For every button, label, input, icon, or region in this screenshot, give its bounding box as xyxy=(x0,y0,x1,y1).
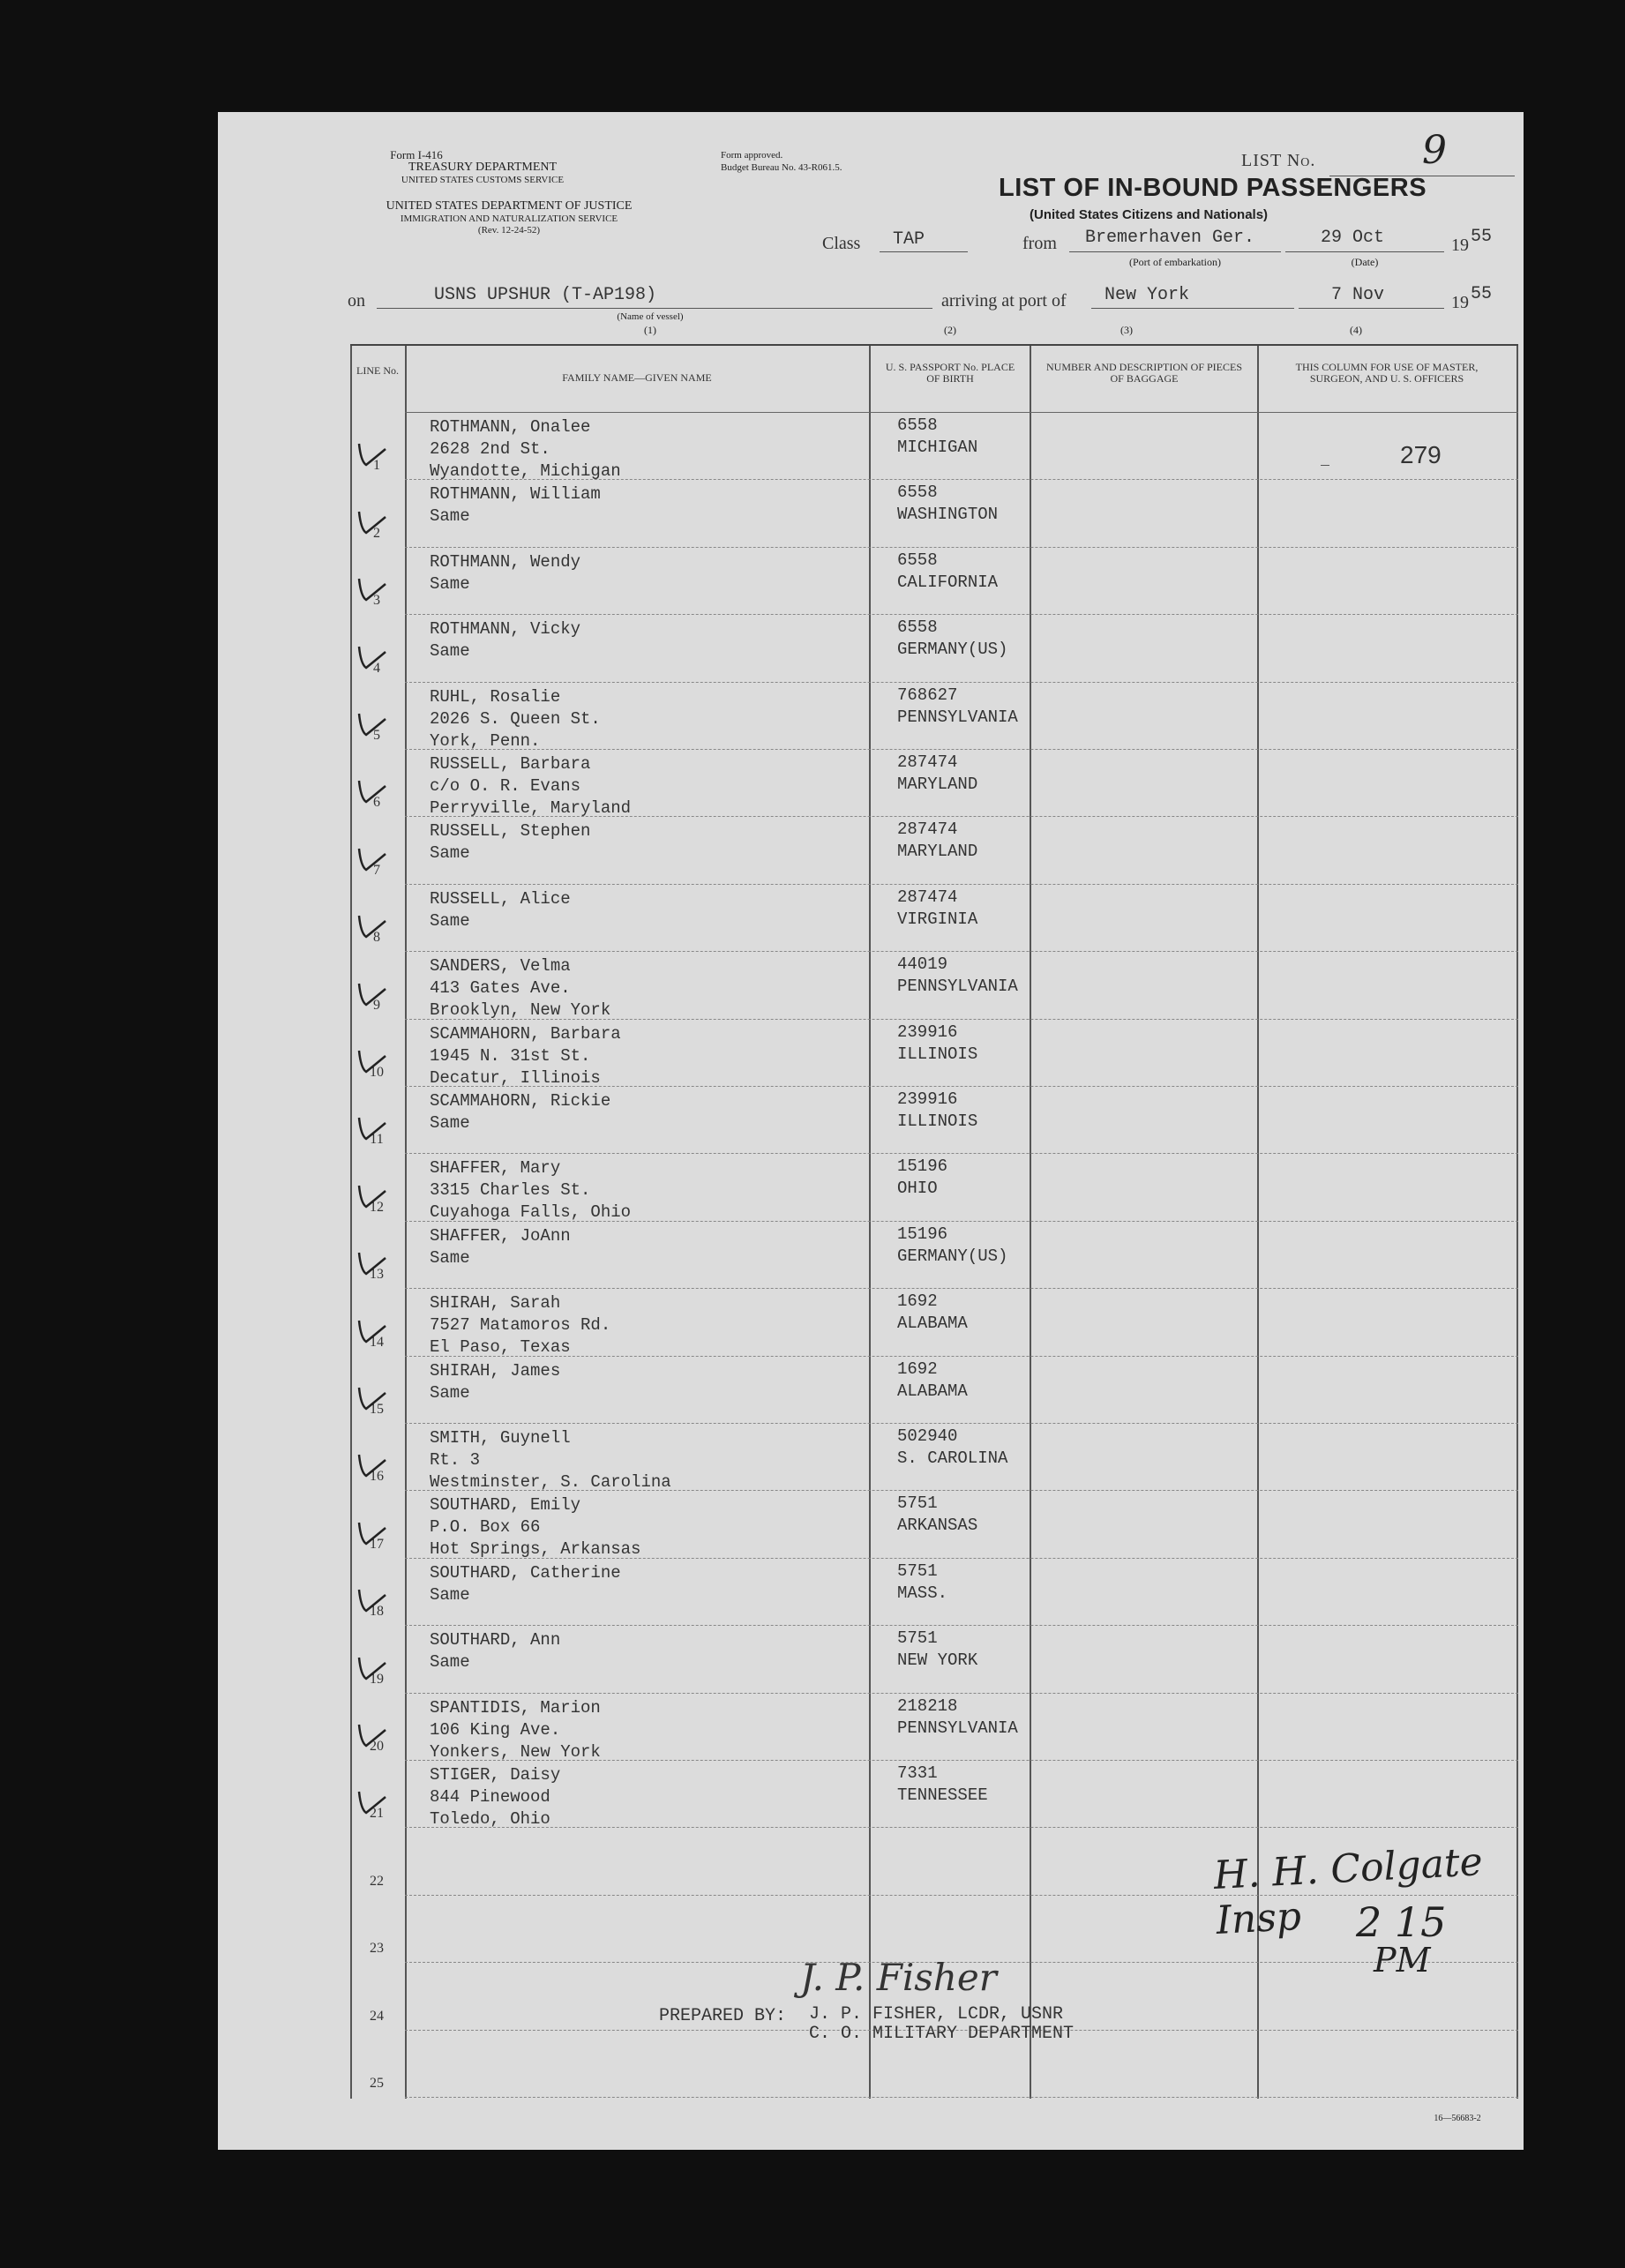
row-number: 8 xyxy=(373,930,380,946)
check-mark-icon xyxy=(352,1716,387,1751)
page-subtitle: (United States Citizens and Nationals) xyxy=(1030,207,1269,222)
row-number: 20 xyxy=(370,1739,384,1754)
arrival-year-prefix: 19 xyxy=(1451,293,1469,312)
check-mark-icon xyxy=(352,1581,387,1616)
col-header-officers: THIS COLUMN FOR USE OF MASTER, SURGEON, AND U. S. OFFICERS xyxy=(1295,361,1479,385)
row-separator xyxy=(405,682,1518,683)
passport-number: 287474 xyxy=(897,820,958,840)
place-of-birth: ALABAMA xyxy=(897,1381,968,1401)
passenger-name: SCAMMAHORN, Rickie xyxy=(430,1091,611,1111)
arriving-label: arriving at port of xyxy=(941,291,1067,311)
check-mark-icon xyxy=(352,907,387,942)
place-of-birth: GERMANY(US) xyxy=(897,640,1008,660)
footer-code: 16—56683-2 xyxy=(1434,2114,1481,2123)
passport-number: 15196 xyxy=(897,1224,948,1244)
passenger-name: RUSSELL, Stephen xyxy=(430,821,591,842)
row-number: 11 xyxy=(370,1132,384,1148)
prepared-signature: J. P. Fisher xyxy=(800,1956,997,1999)
check-mark-icon xyxy=(352,503,387,538)
row-number: 3 xyxy=(373,593,380,609)
passenger-address: Toledo, Ohio xyxy=(430,1809,550,1829)
row-separator xyxy=(405,1423,1518,1424)
passenger-address: York, Penn. xyxy=(430,730,541,751)
passenger-name: SHIRAH, James xyxy=(430,1360,561,1381)
arrival-date: 7 Nov xyxy=(1331,285,1385,305)
row-separator xyxy=(405,1625,1518,1626)
row-number: 16 xyxy=(370,1469,384,1485)
passenger-address: 413 Gates Ave. xyxy=(430,978,571,999)
row-number: 9 xyxy=(373,997,380,1013)
passenger-address: Hot Springs, Arkansas xyxy=(430,1539,641,1560)
passenger-address: Same xyxy=(430,506,470,527)
passenger-address: 1945 N. 31st St. xyxy=(430,1045,591,1066)
on-label: on xyxy=(348,291,365,311)
row-separator xyxy=(405,547,1518,548)
place-of-birth: CALIFORNIA xyxy=(897,572,999,592)
customs-service: UNITED STATES CUSTOMS SERVICE xyxy=(401,175,565,185)
passenger-address: 2628 2nd St. xyxy=(430,439,550,459)
passenger-address: Westminster, S. Carolina xyxy=(430,1472,671,1492)
col-header-name: FAMILY NAME—GIVEN NAME xyxy=(562,371,712,384)
row-number: 22 xyxy=(370,1873,384,1889)
depart-year-prefix: 19 xyxy=(1451,236,1469,255)
passenger-address: Same xyxy=(430,1652,470,1673)
passport-number: 15196 xyxy=(897,1156,948,1177)
place-of-birth: S. CAROLINA xyxy=(897,1448,1008,1468)
departure-date-line xyxy=(1285,251,1444,252)
officer-note: 279 xyxy=(1400,441,1442,468)
row-separator xyxy=(405,951,1518,952)
place-of-birth: NEW YORK xyxy=(897,1650,978,1671)
list-no-value: 9 xyxy=(1422,128,1447,173)
row-number: 14 xyxy=(370,1334,384,1350)
passenger-name: ROTHMANN, Wendy xyxy=(430,551,581,572)
passport-number: 239916 xyxy=(897,1089,958,1109)
passport-number: 5751 xyxy=(897,1628,938,1649)
check-mark-icon xyxy=(352,1244,387,1279)
passenger-address: Perryville, Maryland xyxy=(430,798,632,818)
place-of-birth: ILLINOIS xyxy=(897,1044,978,1064)
check-mark-icon xyxy=(352,1177,387,1212)
check-mark-icon xyxy=(352,1042,387,1077)
page-title: LIST OF IN-BOUND PASSENGERS xyxy=(999,174,1427,202)
port-embark-line xyxy=(1069,251,1281,252)
row-number: 4 xyxy=(373,660,380,676)
treasury-dept: TREASURY DEPARTMENT xyxy=(408,161,558,174)
departure-date: 29 Oct xyxy=(1321,228,1385,248)
passport-number: 5751 xyxy=(897,1561,938,1581)
passenger-address: 844 Pinewood xyxy=(430,1787,550,1807)
row-number: 21 xyxy=(370,1806,384,1822)
passport-number: 6558 xyxy=(897,483,938,503)
passport-number: 768627 xyxy=(897,685,958,705)
passenger-address: Same xyxy=(430,1584,470,1605)
row-separator xyxy=(405,1153,1518,1154)
passport-number: 6558 xyxy=(897,415,938,435)
class-line xyxy=(880,251,968,252)
arrival-port: New York xyxy=(1105,285,1190,305)
divider xyxy=(1257,346,1259,2099)
passenger-address: Brooklyn, New York xyxy=(430,1000,611,1021)
from-label: from xyxy=(1022,234,1057,253)
passenger-address: 2026 S. Queen St. xyxy=(430,708,601,729)
vessel-name: USNS UPSHUR (T-AP198) xyxy=(434,285,657,305)
prepared-by-label: PREPARED BY: xyxy=(659,2006,787,2026)
place-of-birth: MASS. xyxy=(897,1583,948,1603)
row-separator xyxy=(405,1827,1518,1828)
row-separator xyxy=(405,2097,1518,2098)
passenger-name: STIGER, Daisy xyxy=(430,1765,561,1785)
col-header-baggage: NUMBER AND DESCRIPTION OF PIECES OF BAGGAGE xyxy=(1045,361,1243,385)
vessel-caption: (Name of vessel) xyxy=(617,311,684,322)
officer-dash xyxy=(1321,465,1329,466)
passport-number: 6558 xyxy=(897,550,938,570)
passenger-address: Same xyxy=(430,1113,470,1133)
check-mark-icon xyxy=(352,1514,387,1549)
check-mark-icon xyxy=(352,1446,387,1481)
arrival-year: 55 xyxy=(1471,284,1493,304)
passenger-name: RUSSELL, Barbara xyxy=(430,754,591,774)
row-separator xyxy=(405,614,1518,615)
departure-year: 55 xyxy=(1471,227,1493,247)
passenger-name: SOUTHARD, Emily xyxy=(430,1495,581,1516)
place-of-birth: PENNSYLVANIA xyxy=(897,977,1018,997)
passenger-name: ROTHMANN, William xyxy=(430,484,601,505)
passenger-address: Same xyxy=(430,641,470,662)
passenger-name: SHAFFER, Mary xyxy=(430,1158,561,1179)
passport-number: 502940 xyxy=(897,1426,958,1446)
check-mark-icon xyxy=(352,975,387,1010)
place-of-birth: TENNESSEE xyxy=(897,1785,988,1805)
passenger-address: Cuyahoga Falls, Ohio xyxy=(430,1202,632,1223)
check-mark-icon xyxy=(352,570,387,605)
passport-number: 44019 xyxy=(897,954,948,975)
row-number: 17 xyxy=(370,1536,384,1552)
place-of-birth: PENNSYLVANIA xyxy=(897,1718,1018,1738)
passenger-name: SMITH, Guynell xyxy=(430,1428,571,1448)
row-separator xyxy=(405,884,1518,885)
passenger-name: RUHL, Rosalie xyxy=(430,686,561,707)
row-number: 13 xyxy=(370,1267,384,1283)
passport-number: 239916 xyxy=(897,1022,958,1042)
col-1-caption: (1) xyxy=(644,324,656,336)
check-mark-icon xyxy=(352,1783,387,1818)
col-3-caption: (3) xyxy=(1120,324,1133,336)
passenger-name: SOUTHARD, Ann xyxy=(430,1630,561,1650)
check-mark-icon xyxy=(352,435,387,470)
arrival-port-line xyxy=(1091,308,1294,309)
passenger-address: 7527 Matamoros Rd. xyxy=(430,1315,611,1336)
check-mark-icon xyxy=(352,1379,387,1414)
check-mark-icon xyxy=(352,1312,387,1347)
row-separator xyxy=(405,749,1518,750)
col-2-caption: (2) xyxy=(944,324,956,336)
col-4-caption: (4) xyxy=(1350,324,1362,336)
place-of-birth: MICHIGAN xyxy=(897,438,978,457)
passenger-name: SPANTIDIS, Marion xyxy=(430,1697,601,1718)
passport-number: 6558 xyxy=(897,618,938,638)
place-of-birth: ALABAMA xyxy=(897,1314,968,1334)
passenger-table xyxy=(350,344,1518,2099)
passenger-name: SHIRAH, Sarah xyxy=(430,1293,561,1314)
form-number: Form I-416 xyxy=(390,148,443,161)
justice-dept: UNITED STATES DEPARTMENT OF JUSTICE xyxy=(386,199,633,213)
divider xyxy=(1030,346,1031,2099)
row-separator xyxy=(405,1288,1518,1289)
row-number: 7 xyxy=(373,862,380,878)
passenger-address: Same xyxy=(430,1382,470,1403)
passenger-name: SHAFFER, JoAnn xyxy=(430,1225,571,1246)
row-number: 18 xyxy=(370,1604,384,1620)
divider xyxy=(1516,346,1518,2099)
row-number: 12 xyxy=(370,1199,384,1215)
ins-service: IMMIGRATION AND NATURALIZATION SERVICE xyxy=(400,213,618,224)
passenger-address: c/o O. R. Evans xyxy=(430,776,581,796)
check-mark-icon xyxy=(352,840,387,875)
place-of-birth: MARYLAND xyxy=(897,842,978,862)
place-of-birth: ARKANSAS xyxy=(897,1516,978,1536)
passenger-name: SCAMMAHORN, Barbara xyxy=(430,1023,621,1044)
passport-number: 1692 xyxy=(897,1291,938,1312)
form-approved: Form approved. xyxy=(721,150,783,161)
header-rule xyxy=(405,412,1518,413)
row-number: 24 xyxy=(370,2008,384,2024)
check-mark-icon xyxy=(352,705,387,740)
list-no-label: LIST No. xyxy=(1241,151,1316,170)
row-number: 5 xyxy=(373,728,380,743)
passenger-address: Same xyxy=(430,910,470,931)
place-of-birth: PENNSYLVANIA xyxy=(897,707,1018,727)
passenger-address: 106 King Ave. xyxy=(430,1719,561,1740)
vessel-line xyxy=(377,308,932,309)
row-number: 10 xyxy=(370,1065,384,1080)
check-mark-icon xyxy=(352,772,387,807)
class-value: TAP xyxy=(893,229,925,250)
revision: (Rev. 12-24-52) xyxy=(477,225,541,236)
row-number: 6 xyxy=(373,795,380,811)
budget-bureau: Budget Bureau No. 43-R061.5. xyxy=(721,162,842,173)
row-number: 15 xyxy=(370,1402,384,1417)
passenger-address: Yonkers, New York xyxy=(430,1741,601,1762)
passport-number: 218218 xyxy=(897,1695,958,1716)
check-mark-icon xyxy=(352,1109,387,1144)
date-caption: (Date) xyxy=(1351,256,1379,268)
row-separator xyxy=(405,1693,1518,1694)
inspector-ampm: PM xyxy=(1374,1941,1431,1980)
passport-number: 287474 xyxy=(897,887,958,907)
passenger-name: SOUTHARD, Catherine xyxy=(430,1562,621,1583)
check-mark-icon xyxy=(352,1649,387,1684)
place-of-birth: MARYLAND xyxy=(897,775,978,794)
passenger-address: Wyandotte, Michigan xyxy=(430,461,621,481)
col-header-passport: U. S. PASSPORT No. PLACE OF BIRTH xyxy=(885,361,1015,385)
row-number: 2 xyxy=(373,525,380,541)
passenger-name: RUSSELL, Alice xyxy=(430,888,571,909)
passenger-address: Same xyxy=(430,573,470,594)
arrival-date-line xyxy=(1299,308,1444,309)
passenger-address: 3315 Charles St. xyxy=(430,1180,591,1201)
passport-number: 287474 xyxy=(897,752,958,772)
passenger-address: Same xyxy=(430,843,470,864)
place-of-birth: OHIO xyxy=(897,1179,938,1199)
passenger-name: SANDERS, Velma xyxy=(430,956,571,977)
passenger-address: Decatur, Illinois xyxy=(430,1067,601,1088)
prepared-by-name: J. P. FISHER, LCDR, USNR xyxy=(809,2004,1064,2025)
passport-number: 7331 xyxy=(897,1763,938,1783)
inspector-signature: H. H. Colgate Insp xyxy=(1212,1839,1484,1943)
row-number: 23 xyxy=(370,1941,384,1957)
row-number: 19 xyxy=(370,1671,384,1687)
passenger-address: Same xyxy=(430,1247,470,1268)
passport-number: 5751 xyxy=(897,1493,938,1514)
place-of-birth: VIRGINIA xyxy=(897,909,978,929)
inspector-time: 2 15 xyxy=(1356,1898,1447,1946)
divider xyxy=(869,346,871,2099)
passenger-name: ROTHMANN, Vicky xyxy=(430,619,581,640)
prepared-by-dept: C. O. MILITARY DEPARTMENT xyxy=(809,2024,1075,2044)
class-label: Class xyxy=(822,234,861,253)
port-of-embarkation: Bremerhaven Ger. xyxy=(1085,228,1255,248)
passenger-address: Rt. 3 xyxy=(430,1450,481,1470)
check-mark-icon xyxy=(352,638,387,673)
passenger-name: ROTHMANN, Onalee xyxy=(430,417,591,437)
divider xyxy=(405,346,407,2099)
col-header-line: LINE No. xyxy=(356,364,399,377)
manifest-page xyxy=(218,112,1524,2150)
row-number: 25 xyxy=(370,2076,384,2091)
port-embark-caption: (Port of embarkation) xyxy=(1129,256,1221,268)
row-number: 1 xyxy=(373,458,380,474)
passenger-address: El Paso, Texas xyxy=(430,1337,571,1358)
row-separator xyxy=(405,1356,1518,1357)
passport-number: 1692 xyxy=(897,1359,938,1379)
place-of-birth: GERMANY(US) xyxy=(897,1246,1008,1266)
place-of-birth: ILLINOIS xyxy=(897,1112,978,1131)
place-of-birth: WASHINGTON xyxy=(897,505,999,525)
passenger-address: P.O. Box 66 xyxy=(430,1517,541,1538)
